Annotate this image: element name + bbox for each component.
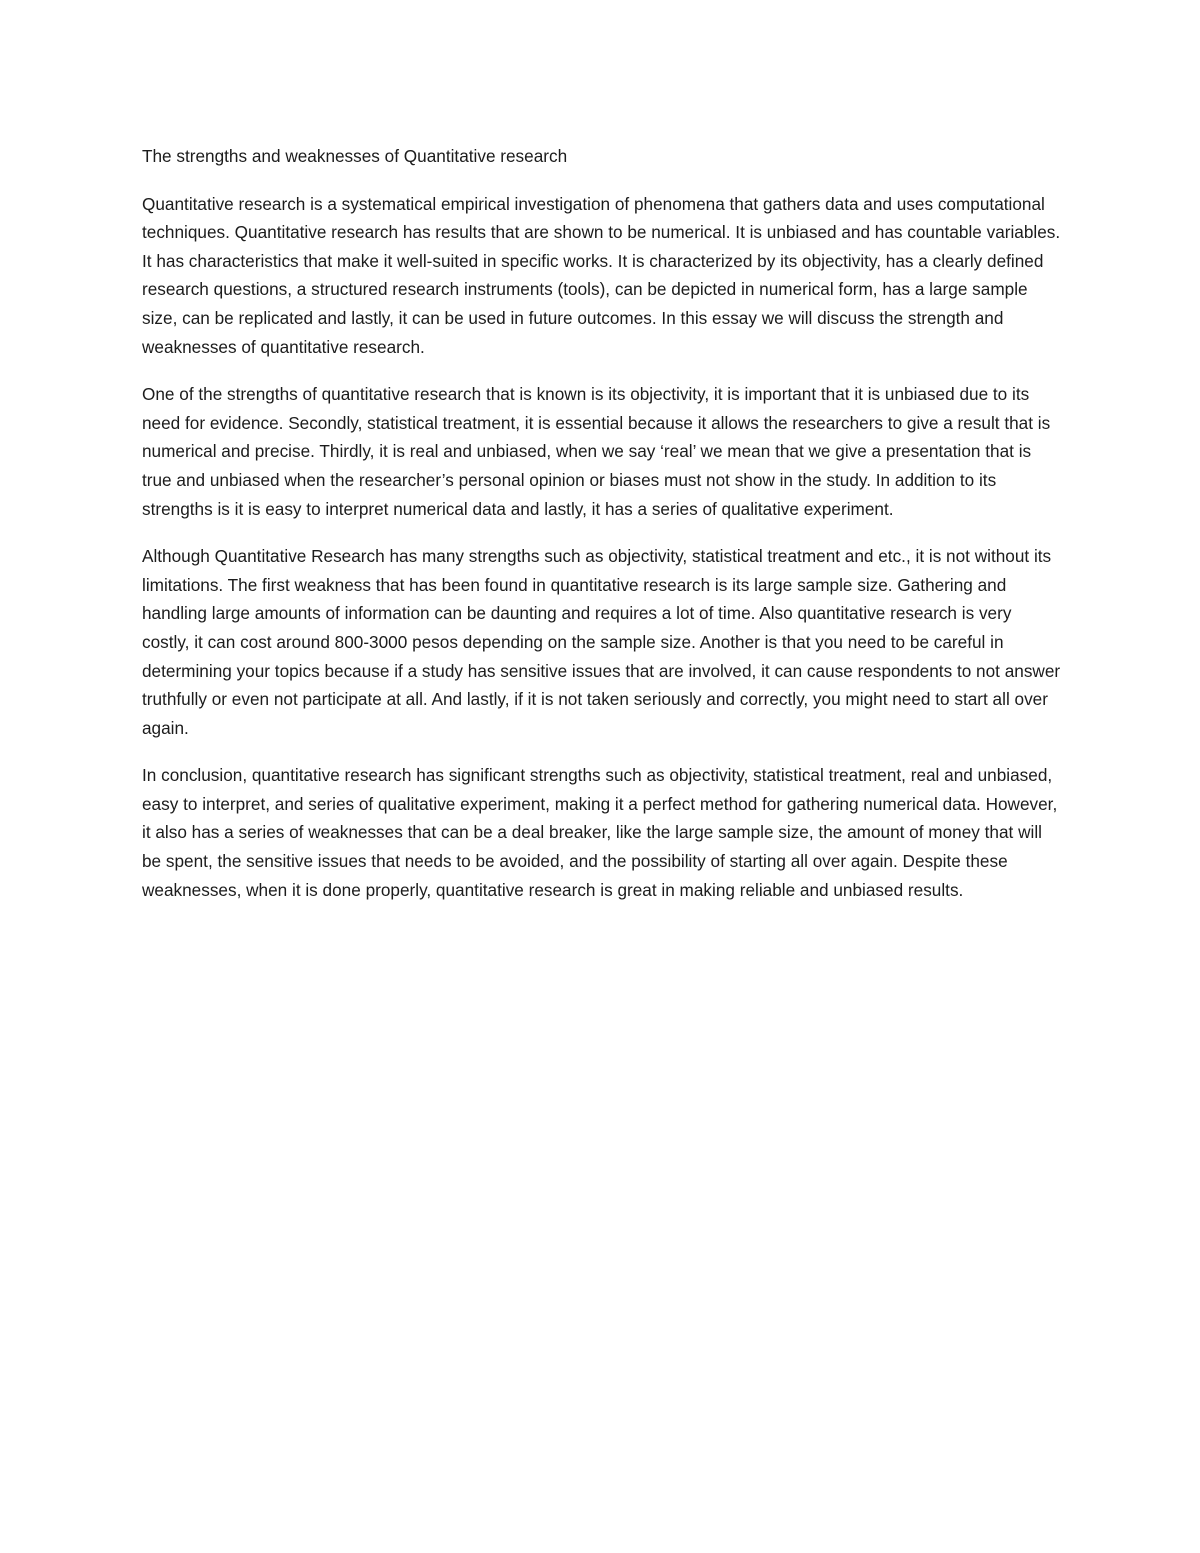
paragraph-weaknesses: Although Quantitative Research has many strengths such as objectivity, statistical treatment and etc., it is not without its limitations. The first weakness that has been found in quantitative research is its large sample size. Gathering and handling large amounts of information can be daunting and requires a lot of time. Also quantitative research is very costly, it can cost around 800-3000 pesos depending on the sample size. Another is that you need to be careful in determining your topics because if a study has sensitive issues that are involved, it can cause respondents to not answer truthfully or even not participate at all. And lastly, if it is not taken seriously and correctly, you might need to start all over again.	[142, 546, 1061, 738]
document-body	[142, 142, 1062, 923]
paragraph-introduction: Quantitative research is a systematical empirical investigation of phenomena that gathers data and uses computational techniques. Quantitative research has results that are shown to be numerical. It is unbiased and has countable variables. It has characteristics that make it well-suited in specific works. It is characterized by its objectivity, has a clearly defined research questions, a structured research instruments (tools), can be depicted in numerical form, has a large sample size, can be replicated and lastly, it can be used in future outcomes. In this essay we will discuss the strength and weaknesses of quantitative research.	[142, 193, 1061, 357]
document-title: The strengths and weaknesses of Quantitative research	[142, 146, 568, 166]
paragraph-conclusion: In conclusion, quantitative research has significant strengths such as objectivity, statistical treatment, real and unbiased, easy to interpret, and series of qualitative experiment, making it a perfect method for gathering numerical data. However, it also has a series of weaknesses that can be a deal breaker, like the large sample size, the amount of money that will be spent, the sensitive issues that needs to be avoided, and the possibility of starting all over again. Despite these weaknesses, when it is done properly, quantitative research is great in making reliable and unbiased results.	[142, 765, 1058, 900]
paragraph-strengths: One of the strengths of quantitative research that is known is its objectivity, it is important that it is unbiased due to its need for evidence. Secondly, statistical treatment, it is essential because it allows the researchers to give a result that is numerical and precise. Thirdly, it is real and unbiased, when we say ‘real’ we mean that we give a presentation that is true and unbiased when the researcher’s personal opinion or biases must not show in the study. In addition to its strengths is it is easy to interpret numerical data and lastly, it has a series of qualitative experiment.	[142, 384, 1051, 519]
